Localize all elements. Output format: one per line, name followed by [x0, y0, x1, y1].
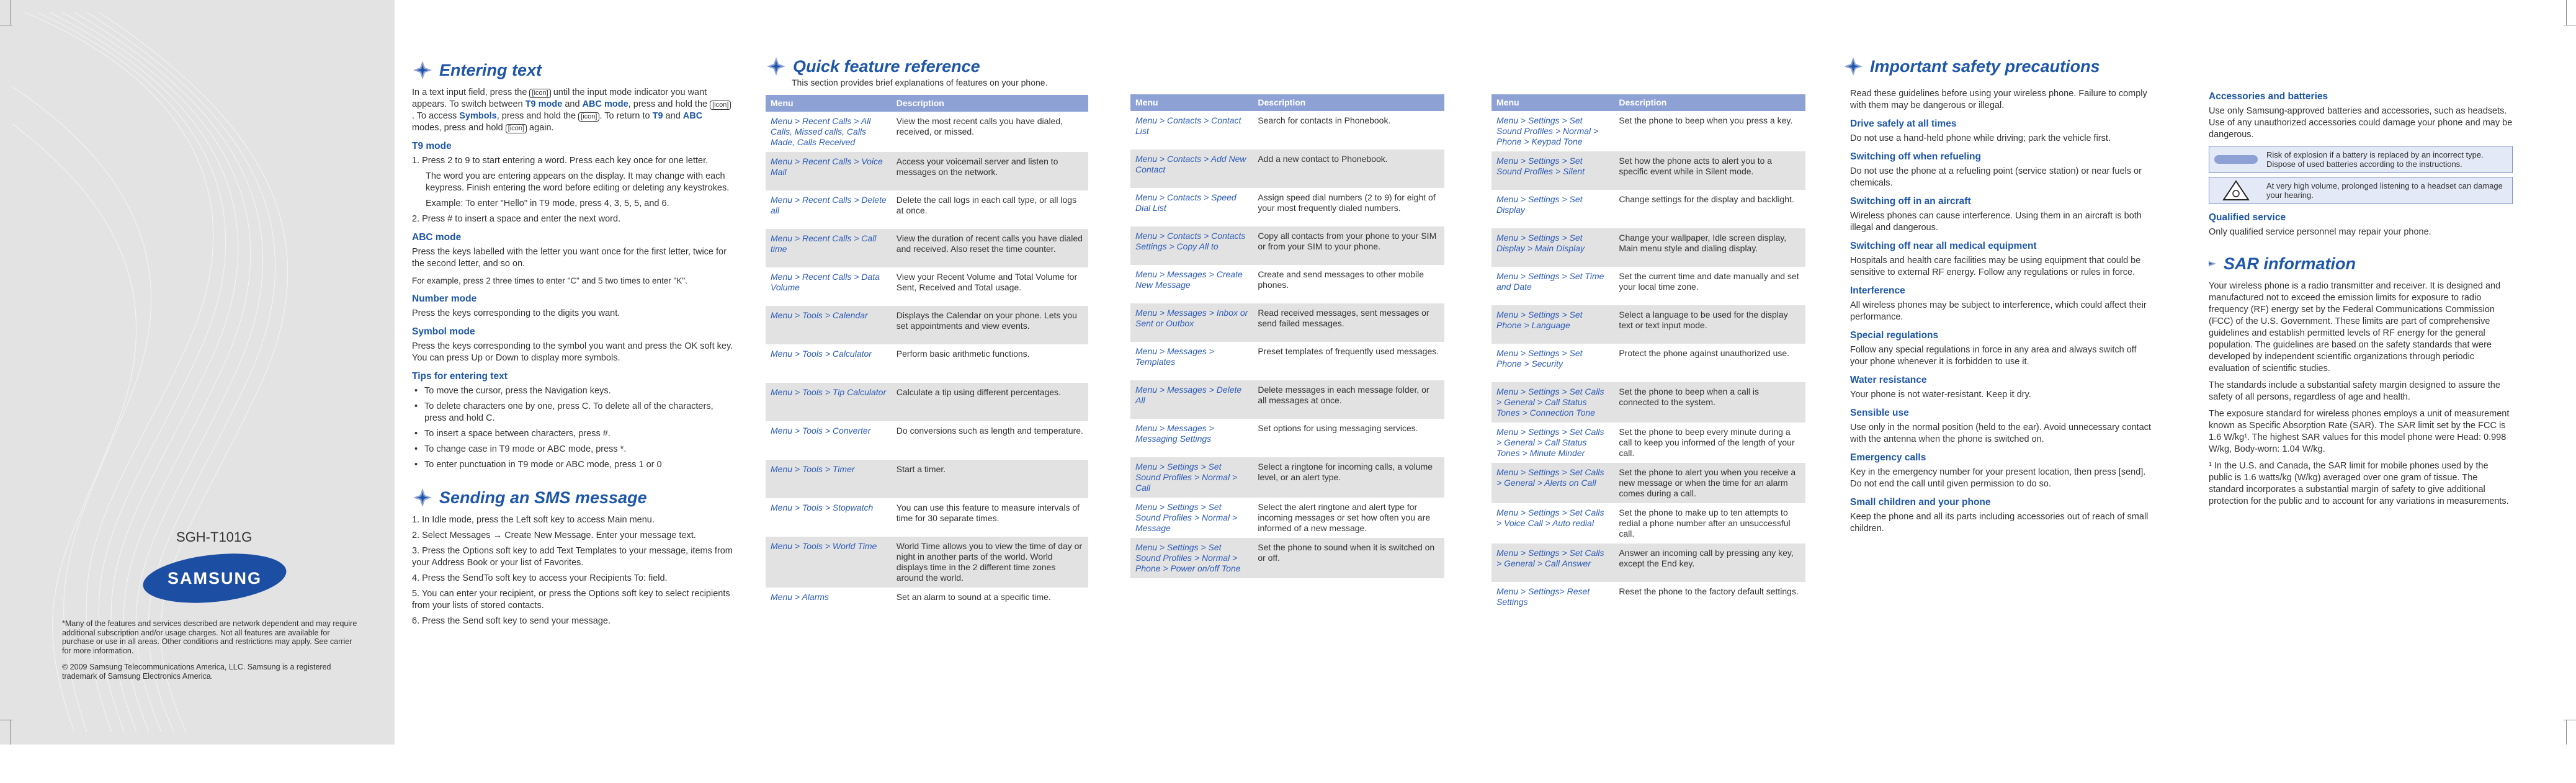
table-row [766, 152, 1088, 190]
table-row [1130, 380, 1444, 419]
description-cell: Add a new contact to Phonebook. [1253, 150, 1444, 188]
col-menu-header: Menu [766, 95, 892, 112]
feature-table-1 [766, 95, 1088, 626]
tip-item: • To delete characters one by one, press C. To delete all of the characters, press and hold C. [412, 401, 733, 424]
battery-warning-box [2209, 146, 2513, 173]
table-row [1491, 544, 1805, 582]
cover-panel [0, 0, 395, 745]
menu-path-cell: Menu > Settings > Set Sound Profiles > Normal > Message [1135, 502, 1238, 533]
description-cell: Set the phone to sound when it is switched on or off. [1253, 538, 1444, 578]
description-cell: Select the alert ringtone and alert type for incoming messages or set how often you are informed of a new message. [1258, 502, 1431, 533]
intro-text-segment: , press and hold the [496, 111, 579, 121]
table-row [1130, 226, 1444, 265]
crop-mark [2566, 720, 2567, 745]
table-row [1491, 267, 1805, 305]
description-cell: Set an alarm to sound at a specific time. [896, 592, 1051, 602]
menu-path-cell: Menu > Recent Calls > Voice Mail [766, 152, 892, 190]
section-star-icon [1843, 56, 1864, 77]
sms-heading [412, 487, 733, 508]
col-menu-header: Menu [1130, 94, 1253, 111]
menu-path-cell: Menu > Contacts > Speed Dial List [1135, 192, 1237, 213]
sms-step: 1. In Idle mode, press the Left soft key to access Main menu. [412, 515, 655, 525]
safety-subheading: Small children and your phone [1850, 497, 1991, 508]
abc-example: For example, press 2 three times to enter "C" and 5 two times to enter "K". [412, 276, 687, 285]
sms-step: 2. Select Messages → Create New Message. Enter your message text. [412, 530, 696, 540]
safety-intro: Read these guidelines before using your wireless phone. Failure to comply with them may be dangerous or illegal. [1850, 89, 2147, 110]
sar-paragraph-3: The exposure standard for wireless phones employs a unit of measurement known as Specific Absorption Rate (SAR). The SAR limit set by the FCC is 1.6 W/kg¹. The highest SAR values for this model phone were Head: 0.998 W/kg, Body-worn: 1.04 W/kg. [2209, 409, 2510, 454]
feature-table-2 [1130, 94, 1444, 578]
menu-path-cell: Menu > Messages > Delete All [1130, 380, 1253, 419]
safety-subheading: Switching off in an aircraft [1850, 196, 1971, 207]
accessories-heading: Accessories and batteries [2209, 91, 2328, 102]
abc-text: Press the keys labelled with the letter you want once for the first letter, twice for the second letter, and so on. [412, 247, 727, 269]
safety-text: Wireless phones can cause interference. Using them in an aircraft is both illegal and dangerous. [1850, 211, 2142, 233]
menu-path-cell: Menu > Settings > Set Calls > General > Alerts on Call [1491, 463, 1614, 503]
description-cell: Protect the phone against unauthorized use. [1619, 348, 1790, 358]
t9-step-1: 1. Press 2 to 9 to start entering a word. Press each key once for one letter. [412, 156, 709, 166]
crop-mark [2566, 0, 2567, 25]
key-icon: [icon] [506, 124, 527, 133]
col-description-header: Description [1614, 94, 1805, 111]
key-icon: [icon] [578, 112, 599, 122]
table-row [1491, 423, 1805, 463]
menu-path-cell: Menu > Settings > Set Calls > Voice Call > Auto redial [1496, 508, 1604, 528]
intro-text-segment: until the input mode indicator you want appears. To switch between [412, 87, 707, 109]
entering-text-column [412, 60, 733, 748]
warning-triangle-icon [2222, 180, 2250, 201]
sms-step: 5. You can enter your recipient, or press the Options soft key to select recipients from your lists of stored contacts. [412, 589, 730, 611]
description-cell: Assign speed dial numbers (2 to 9) for eight of your most frequently dialed numbers. [1258, 192, 1436, 213]
table-row [766, 306, 1088, 344]
tip-item: • To enter punctuation in T9 mode or ABC mode, press 1 or 0 [412, 459, 733, 471]
menu-path-cell: Menu > Recent Calls > Data Volume [771, 272, 880, 292]
intro-bold-term: ABC [682, 111, 703, 121]
description-cell: Set the phone to beep when a call is connected to the system. [1614, 382, 1805, 423]
table-row [1491, 190, 1805, 228]
description-cell: Preset templates of frequently used messages. [1258, 346, 1439, 356]
menu-path-cell: Menu > Settings > Set Sound Profiles > Normal > Phone > Power on/off Tone [1130, 538, 1253, 578]
entering-text-intro [412, 87, 733, 134]
safety-title: Important safety precautions [1870, 57, 2100, 76]
table-row [766, 383, 1088, 421]
table-row [1130, 188, 1444, 226]
description-cell: Copy all contacts from your phone to your SIM or from your SIM to your phone. [1253, 226, 1444, 265]
menu-path-cell: Menu > Messages > Templates [1135, 346, 1214, 367]
intro-bold-term: T9 [652, 111, 663, 121]
intro-bold-term: Symbols [459, 111, 497, 121]
samsung-logo [141, 552, 288, 604]
safety-text: Use only in the normal position (held to the ear). Avoid unnecessary contact with the antenna when the phone is switched on. [1850, 423, 2151, 444]
quick-reference-column [766, 56, 1088, 745]
disclaimer-text: *Many of the features and services described are network dependent and may require additional subscription and/or usage charges. Not all features are available for purchase or use in all areas. Other conditions and restrictions may apply. See carrier for more information. [62, 619, 357, 655]
safety-text: Hospitals and health care facilities may be using equipment that could be sensitive to external RF energy. Follow any regulations or rules in force. [1850, 256, 2141, 277]
intro-bold-term: ABC mode [582, 99, 628, 109]
menu-path-cell: Menu > Tools > Converter [771, 426, 871, 436]
intro-bold-term: T9 mode [525, 99, 563, 109]
menu-path-cell: Menu > Settings > Set Calls > General > Call Status Tones > Connection Tone [1491, 382, 1614, 423]
description-cell: Select a ringtone for incoming calls, a volume level, or an alert type. [1253, 457, 1444, 498]
section-star-icon [766, 56, 787, 77]
safety-text: Do not use a hand-held phone while driving; park the vehicle first. [1850, 133, 2111, 143]
intro-text-segment: . To return to [599, 111, 653, 121]
description-cell: Do conversions such as length and temperature. [896, 426, 1083, 436]
quick-ref-title: Quick feature reference [793, 57, 980, 76]
menu-path-cell: Menu > Contacts > Contact List [1135, 115, 1241, 136]
sms-steps [412, 514, 733, 627]
description-cell: Delete messages in each message folder, or all messages at once. [1253, 380, 1444, 419]
sms-step: 3. Press the Options soft key to add Text Templates to your message, items from your Address Book or your list of Favorites. [412, 546, 733, 568]
hearing-warning-icon [2214, 182, 2258, 199]
tip-item: • To insert a space between characters, press #. [412, 428, 733, 440]
battery-warning-icon [2214, 151, 2258, 168]
intro-text-segment: and [562, 99, 583, 109]
table-row [766, 229, 1088, 267]
table-row [766, 421, 1088, 460]
quick-reference-column-3 [1491, 94, 1805, 783]
tips-list [412, 385, 733, 471]
safety-text: Your phone is not water-resistant. Keep it dry. [1850, 390, 2031, 400]
description-cell: Set how the phone acts to alert you to a specific event while in Silent mode. [1614, 151, 1805, 190]
menu-path-cell: Menu > Tools > Tip Calculator [766, 383, 892, 421]
battery-warning-text: Risk of explosion if a battery is replaced by an incorrect type. Dispose of used batteries according to the instructions. [2266, 150, 2484, 169]
sms-step: 4. Press the SendTo soft key to access your Recipients To: field. [412, 573, 668, 583]
menu-path-cell: Menu > Alarms [771, 592, 830, 602]
description-cell: View the most recent calls you have dialed, received, or missed. [896, 116, 1063, 136]
table-row [1491, 582, 1805, 620]
description-cell: Answer an incoming call by pressing any key, except the End key. [1614, 544, 1805, 582]
safety-subheading: Switching off when refueling [1850, 151, 1981, 162]
table-row [1130, 538, 1444, 578]
tip-item: • To move the cursor, press the Navigation keys. [412, 385, 733, 397]
symbol-heading: Symbol mode [412, 326, 475, 337]
table-row [1491, 463, 1805, 503]
menu-path-cell: Menu > Recent Calls > All Calls, Missed calls, Calls Made, Calls Received [771, 116, 871, 147]
feature-table-3 [1491, 94, 1805, 620]
crop-mark [10, 0, 11, 25]
menu-path-cell: Menu > Settings > Set Calls > General > Call Answer [1491, 544, 1614, 582]
menu-path-cell: Menu > Settings > Set Calls > General > Call Status Tones > Minute Minder [1496, 427, 1604, 458]
description-cell: Perform basic arithmetic functions. [896, 349, 1030, 359]
description-cell: View your Recent Volume and Total Volume for Sent, Received and Total usage. [896, 272, 1078, 292]
crop-mark [10, 720, 11, 745]
quick-ref-subtitle: This section provides brief explanations of features on your phone. [792, 78, 1048, 87]
menu-path-cell: Menu > Messages > Messaging Settings [1135, 423, 1214, 444]
sar-title: SAR information [2224, 254, 2356, 273]
description-cell: View the duration of recent calls you have dialed and received. Also reset the time counter. [892, 229, 1088, 267]
table-row [1491, 228, 1805, 267]
entering-text-heading [412, 60, 733, 81]
table-row [1491, 111, 1805, 151]
safety-subheading: Special regulations [1850, 330, 1939, 341]
description-cell: You can use this feature to measure intervals of time for 30 separate times. [896, 503, 1080, 523]
qualified-service-heading: Qualified service [2209, 212, 2286, 223]
hearing-warning-text: At very high volume, prolonged listening to a headset can damage your hearing. [2266, 181, 2503, 200]
key-icon: [icon] [529, 89, 550, 98]
menu-path-cell: Menu > Recent Calls > Delete all [771, 195, 887, 215]
table-row [1130, 303, 1444, 342]
table-row [766, 344, 1088, 383]
hearing-warning-box [2209, 177, 2513, 204]
description-cell: World Time allows you to view the time of day or night in another parts of the world. World displays time in the 2 different time zones around the world. [892, 537, 1088, 588]
table-row [766, 460, 1088, 498]
safety-subheading: Switching off near all medical equipment [1850, 241, 2037, 251]
safety-text: Key in the emergency number for your present location, then press [send]. Do not end the call until given permission to do so. [1850, 467, 2146, 489]
description-cell: Reset the phone to the factory default settings. [1619, 586, 1799, 596]
menu-path-cell: Menu > Tools > Calculator [771, 349, 872, 359]
number-heading: Number mode [412, 293, 477, 304]
qualified-service-text: Only qualified service personnel may repair your phone. [2209, 227, 2431, 237]
table-row [1130, 457, 1444, 498]
copyright-text: © 2009 Samsung Telecommunications America, LLC. Samsung is a registered trademark of Samsung Electronics America. [62, 663, 331, 681]
sms-step: 6. Press the Send soft key to send your message. [412, 616, 610, 626]
menu-path-cell: Menu > Settings > Set Display > Main Display [1491, 228, 1614, 267]
menu-path-cell: Menu > Settings > Set Time and Date [1496, 271, 1604, 292]
table-row [1491, 344, 1805, 382]
menu-path-cell: Menu > Settings > Set Phone > Security [1496, 348, 1583, 369]
brand-name: SAMSUNG [167, 569, 262, 588]
safety-heading [1843, 56, 2153, 77]
safety-subheading: Interference [1850, 285, 1905, 296]
description-cell: Set the phone to alert you when you receive a new message or when the time for an alarm comes during a call. [1614, 463, 1805, 503]
intro-text-segment: again. [527, 123, 554, 133]
description-cell: Set the phone to beep every minute during a call to keep you informed of the length of your call. [1619, 427, 1795, 458]
accessories-text: Use only Samsung-approved batteries and accessories, such as headsets. Use of any unauthorized accessories could damage your phone and may be dangerous. [2209, 106, 2513, 140]
battery-bar-icon [2214, 155, 2258, 164]
safety-sections [1850, 118, 2153, 535]
menu-path-cell: Menu > Settings> Reset Settings [1496, 586, 1590, 607]
table-row [1130, 498, 1444, 538]
description-cell: Change settings for the display and backlight. [1619, 194, 1794, 204]
t9-example: Example: To enter "Hello" in T9 mode, press 4, 3, 5, 5, and 6. [426, 199, 669, 208]
intro-text-segment: . To access [412, 111, 460, 121]
section-star-icon [412, 487, 433, 508]
table-row [1491, 305, 1805, 344]
model-number: SGH-T101G [176, 529, 253, 545]
safety-subheading: Emergency calls [1850, 452, 1926, 463]
description-cell: Set options for using messaging services. [1258, 423, 1418, 433]
description-cell: Select a language to be used for the display text or text input mode. [1614, 305, 1805, 344]
table-row [766, 588, 1088, 626]
menu-path-cell: Menu > Settings > Set Sound Profiles > Normal > Call [1130, 457, 1253, 498]
section-star-icon [412, 60, 433, 81]
table-row [1130, 111, 1444, 150]
t9-heading: T9 mode [412, 141, 452, 151]
abc-heading: ABC mode [412, 232, 462, 243]
description-cell: Change your wallpaper, Idle screen display, Main menu style and dialing display. [1614, 228, 1805, 267]
safety-subheading: Sensible use [1850, 408, 1909, 418]
tip-item: • To change case in T9 mode or ABC mode, press *. [412, 444, 733, 455]
table-row [1130, 342, 1444, 380]
table-row [1130, 150, 1444, 188]
menu-path-cell: Menu > Settings > Set Sound Profiles > Normal > Phone > Keypad Tone [1496, 115, 1599, 146]
sar-paragraph-2: The standards include a substantial safety margin designed to assure the safety of all persons, regardless of age and health. [2209, 380, 2500, 402]
table-row [1130, 265, 1444, 303]
description-cell: Search for contacts in Phonebook. [1258, 115, 1391, 125]
quick-ref-heading [766, 56, 1088, 77]
sar-paragraph-1: Your wireless phone is a radio transmitter and receiver. It is designed and manufactured not to exceed the emission limits for exposure to radio frequency (RF) energy set by the Federal Communications Commission (FCC) of the U.S. Government. These limits are part of comprehensive guidelines and establish permitted levels of RF energy for the general population. The guidelines are based on the safety standards that were developed by independent scientific organizations through periodic evaluation of scientific studies. [2209, 281, 2501, 374]
menu-path-cell: Menu > Tools > Stopwatch [771, 503, 874, 512]
table-row [1491, 503, 1805, 544]
symbol-text: Press the keys corresponding to the symbol you want and press the OK soft key. You can press Up or Down to display more symbols. [412, 341, 733, 363]
table-row [766, 112, 1088, 152]
col-menu-header: Menu [1491, 94, 1614, 111]
quick-reference-column-2 [1130, 94, 1444, 783]
menu-path-cell: Menu > Settings > Set Phone > Language [1491, 305, 1614, 344]
menu-path-cell: Menu > Tools > World Time [766, 537, 892, 588]
menu-path-cell: Menu > Messages > Create New Message [1135, 269, 1243, 290]
safety-column [1843, 56, 2153, 745]
intro-text-segment: , press and hold the [628, 99, 710, 109]
table-row [766, 498, 1088, 537]
menu-path-cell: Menu > Settings > Set Sound Profiles > Silent [1491, 151, 1614, 190]
safety-subheading: Drive safely at all times [1850, 119, 1957, 129]
description-cell: Delete the call logs in each call type, or all logs at once. [896, 195, 1077, 215]
entering-text-title: Entering text [439, 61, 542, 79]
safety-text: Do not use the phone at a refueling point (service station) or near fuels or chemicals. [1850, 166, 2142, 188]
number-text: Press the keys corresponding to the digits you want. [412, 308, 620, 318]
intro-text-segment: and [663, 111, 683, 121]
key-icon: [icon] [710, 101, 731, 110]
table-row [766, 190, 1088, 229]
safety-text: All wireless phones may be subject to interference, which could affect their performance. [1850, 300, 2147, 322]
sms-title: Sending an SMS message [439, 488, 647, 507]
table-row [1130, 419, 1444, 457]
menu-path-cell: Menu > Settings > Set Display [1496, 194, 1583, 215]
sar-heading [2209, 253, 2513, 274]
description-cell: Displays the Calendar on your phone. Lets you set appointments and view events. [892, 306, 1088, 344]
menu-path-cell: Menu > Contacts > Contacts Settings > Copy All to [1130, 226, 1253, 265]
menu-path-cell: Menu > Tools > Timer [766, 460, 892, 498]
col-description-header: Description [1253, 94, 1444, 111]
menu-path-cell: Menu > Messages > Inbox or Sent or Outbox [1130, 303, 1253, 342]
t9-step-1-detail: The word you are entering appears on the display. It may change with each keypress. Finish entering the word before editing or deleting any keystrokes. [426, 171, 730, 193]
description-cell: Start a timer. [892, 460, 1088, 498]
table-row [1491, 151, 1805, 190]
safety-text: Keep the phone and all its parts including accessories out of reach of small children. [1850, 512, 2149, 534]
intro-text-segment: In a text input field, press the [412, 87, 530, 97]
safety-text: Follow any special regulations in force in any area and always switch off your phone whenever it is forbidden to use it. [1850, 345, 2137, 367]
sar-footnote: ¹ In the U.S. and Canada, the SAR limit for mobile phones used by the public is 1.6 watts/kg (W/kg) averaged over one gram of tissue. The standard incorporates a substantial margin of safety to give additional protection for the public and to account for any variations in measurements. [2209, 461, 2509, 506]
description-cell: Set the phone to beep when you press a key. [1619, 115, 1793, 125]
menu-path-cell: Menu > Contacts > Add New Contact [1130, 150, 1253, 188]
menu-path-cell: Menu > Recent Calls > Call time [766, 229, 892, 267]
description-cell: Access your voicemail server and listen to messages on the network. [892, 152, 1088, 190]
description-cell: Set the current time and date manually and set your local time zone. [1619, 271, 1799, 292]
table-row [766, 537, 1088, 588]
section-star-icon [2209, 253, 2217, 274]
menu-path-cell: Menu > Tools > Calendar [766, 306, 892, 344]
safety-subheading: Water resistance [1850, 375, 1927, 385]
description-cell: Calculate a tip using different percentages. [892, 383, 1088, 421]
t9-step-2: 2. Press # to insert a space and enter the next word. [412, 214, 621, 224]
table-row [766, 267, 1088, 306]
table-row [1491, 382, 1805, 423]
intro-text-segment: modes, press and hold [412, 123, 506, 133]
tips-heading: Tips for entering text [412, 371, 508, 382]
description-cell: Read received messages, sent messages or send failed messages. [1253, 303, 1444, 342]
description-cell: Create and send messages to other mobile phones. [1258, 269, 1424, 290]
accessories-sar-column [2209, 91, 2513, 779]
col-description-header: Description [892, 95, 1088, 112]
description-cell: Set the phone to make up to ten attempts to redial a phone number after an unsuccessful call. [1619, 508, 1791, 539]
